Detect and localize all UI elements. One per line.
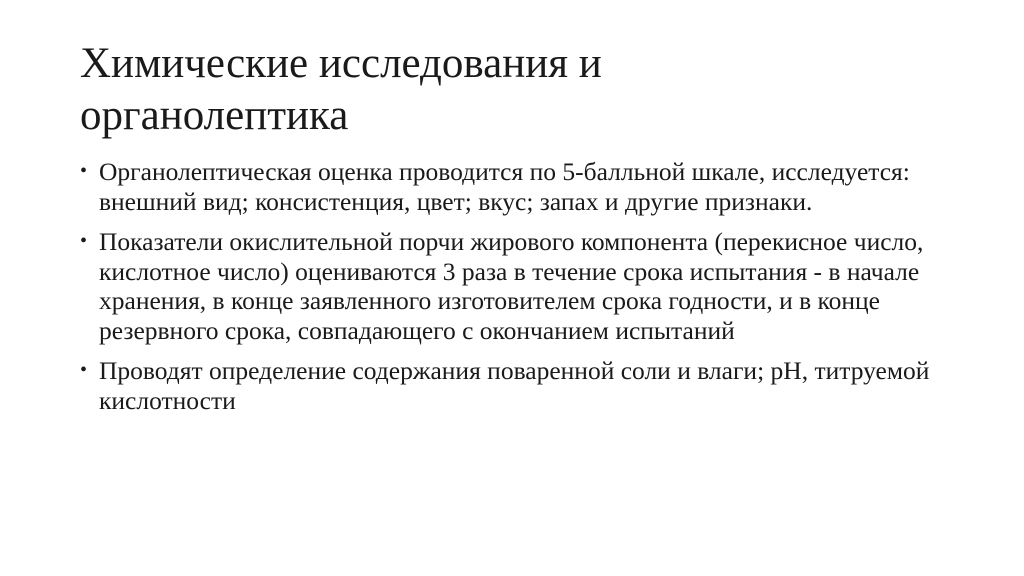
bullet-dot-icon: • xyxy=(80,230,88,252)
bullet-dot-icon: • xyxy=(80,359,88,381)
bullet-list xyxy=(80,157,950,415)
bullet-text: Показатели окислительной порчи жирового компонента (перекисное число, кислотное число) оцениваются 3 раза в течение срока испытания - в начале хранения, в конце заявленного изготовителем срока годности, и в конце резервного срока, совпадающего с окончанием испытаний xyxy=(99,227,924,345)
bullet-item xyxy=(80,157,950,216)
bullet-item xyxy=(80,227,950,345)
slide-title: Химические исследования и органолептика xyxy=(80,40,602,139)
bullet-dot-icon: • xyxy=(80,160,88,182)
bullet-text: Проводят определение содержания поваренной соли и влаги; рН, титруемой кислотности xyxy=(99,356,930,415)
bullet-text: Органолептическая оценка проводится по 5-балльной шкале, исследуется: внешний вид; консистенция, цвет; вкус; запах и другие признаки. xyxy=(99,157,910,216)
bullet-item xyxy=(80,356,950,415)
